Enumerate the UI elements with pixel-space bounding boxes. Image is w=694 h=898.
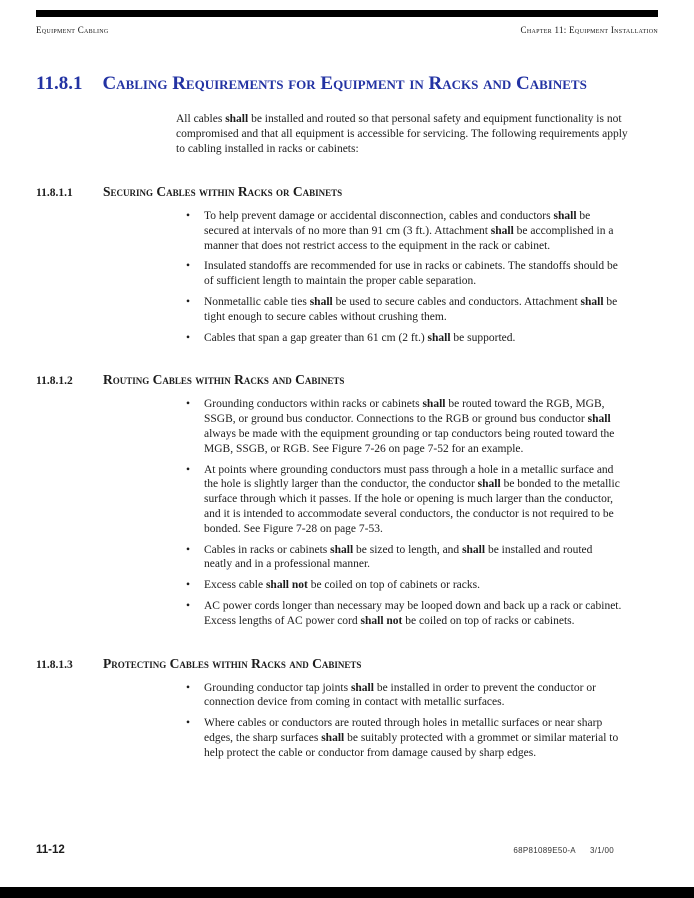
bullet-icon: • xyxy=(186,599,191,612)
list-item xyxy=(36,543,658,573)
bullet-text: AC power cords longer than necessary may be looped down and back up a rack or cabinet. Excess lengths of AC power cord shall not be coiled on top of racks or cabinets. xyxy=(204,599,622,627)
section-title-number: 11.8.1 xyxy=(36,73,83,94)
subsection-number: 11.8.1.3 xyxy=(36,658,73,671)
bullet-list xyxy=(36,209,658,345)
bullet-icon: • xyxy=(186,295,191,308)
bullet-icon: • xyxy=(186,398,191,411)
list-item xyxy=(36,578,658,593)
doc-date-text: 3/1/00 xyxy=(589,846,614,855)
running-header-right: Chapter 11: Equipment Installation xyxy=(520,25,658,35)
bullet-text: Cables that span a gap greater than 61 cm (2 ft.) shall be supported. xyxy=(204,331,516,344)
subsection-heading xyxy=(36,656,658,672)
top-rule xyxy=(36,10,658,17)
list-item xyxy=(36,463,658,537)
bullet-icon: • xyxy=(186,543,191,556)
section-title-text: Cabling Requirements for Equipment in Racks and Cabinets xyxy=(102,73,587,94)
subsection-protecting-cables xyxy=(36,656,658,761)
bullet-text: Nonmetallic cable ties shall be used to secure cables and conductors. Attachment shall be tight enough to secure cables without crushing them. xyxy=(204,295,618,323)
bullet-text: Grounding conductors within racks or cabinets shall be routed toward the RGB, MGB, SSGB, or ground bus conductor. Connections to the RGB or ground bus conductor shall always be made with the equipment grounding or tap conductors being routed toward the MGB, SSGB, or RGB. See Figure 7-26 on page 7-52 for an example. xyxy=(204,398,615,455)
page-footer xyxy=(36,844,658,856)
list-item xyxy=(36,209,658,253)
bullet-text: Grounding conductor tap joints shall be installed in order to prevent the conductor or connection device from coming in contact with metallic surfaces. xyxy=(204,681,596,709)
list-item xyxy=(36,716,658,760)
bullet-icon: • xyxy=(186,579,191,592)
subsection-heading-text: Routing Cables within Racks and Cabinets xyxy=(103,372,345,388)
bullet-text: At points where grounding conductors must pass through a hole in a metallic surface and the hole is slightly larger than the conductor, the conductor shall be bonded to the metallic surface through which it passes. If the hole or opening is much larger than the conductor, and it is intended to accommodate several conductors, the conductor is not required to be bonded. See Figure 7-28 on page 7-53. xyxy=(204,463,620,535)
list-item xyxy=(36,259,658,289)
bullet-icon: • xyxy=(186,681,191,694)
bullet-icon: • xyxy=(186,331,191,344)
list-item xyxy=(36,295,658,325)
list-item xyxy=(36,397,658,456)
subsection-number: 11.8.1.1 xyxy=(36,187,73,199)
bullet-text: Excess cable shall not be coiled on top of cabinets or racks. xyxy=(204,579,480,592)
bottom-rule xyxy=(0,887,694,898)
doc-number-text: 68P81089E50-A xyxy=(513,846,576,855)
bullet-text: To help prevent damage or accidental disconnection, cables and conductors shall be secured at intervals of no more than 91 cm (3 ft.). Attachment shall be accomplished in a manner that does not restrict access to the equipment in the rack or cabinet. xyxy=(204,210,614,252)
subsection-heading-text: Securing Cables within Racks or Cabinets xyxy=(103,184,343,199)
subsection-heading-text: Protecting Cables within Racks and Cabinets xyxy=(103,655,362,671)
list-item xyxy=(36,331,658,346)
bullet-text: Cables in racks or cabinets shall be sized to length, and shall be installed and routed neatly and in a professional manner. xyxy=(204,543,593,571)
section-title xyxy=(36,71,601,96)
running-header xyxy=(36,25,658,35)
document-number xyxy=(513,846,614,855)
bullet-list xyxy=(36,397,658,628)
running-header-left: Equipment Cabling xyxy=(36,25,109,35)
bullet-list xyxy=(36,681,658,761)
bullet-text: Where cables or conductors are routed through holes in metallic surfaces or near sharp edges, the sharp surfaces shall be suitably protected with a grommet or similar material to help protect the cable or conductor from damage caused by sharp edges. xyxy=(204,717,619,759)
intro-paragraph: All cables shall be installed and routed so that personal safety and equipment functionality is not compromised and that all equipment is accessible for servicing. The following requirements apply to cabling installed in racks or cabinets: xyxy=(176,113,628,155)
subsection-heading xyxy=(36,184,658,200)
list-item xyxy=(36,681,658,711)
list-item xyxy=(36,599,658,629)
subsection-heading xyxy=(36,372,658,388)
subsection-routing-cables xyxy=(36,372,658,628)
subsection-number: 11.8.1.2 xyxy=(36,375,73,388)
bullet-icon: • xyxy=(186,717,191,730)
page-number: 11-12 xyxy=(36,844,65,856)
bullet-icon: • xyxy=(186,210,191,222)
subsection-securing-cables xyxy=(36,184,658,345)
bullet-text: Insulated standoffs are recommended for use in racks or cabinets. The standoffs should be of sufficient length to maintain the proper cable separation. xyxy=(204,260,618,288)
bullet-icon: • xyxy=(186,260,191,273)
bullet-icon: • xyxy=(186,463,191,476)
